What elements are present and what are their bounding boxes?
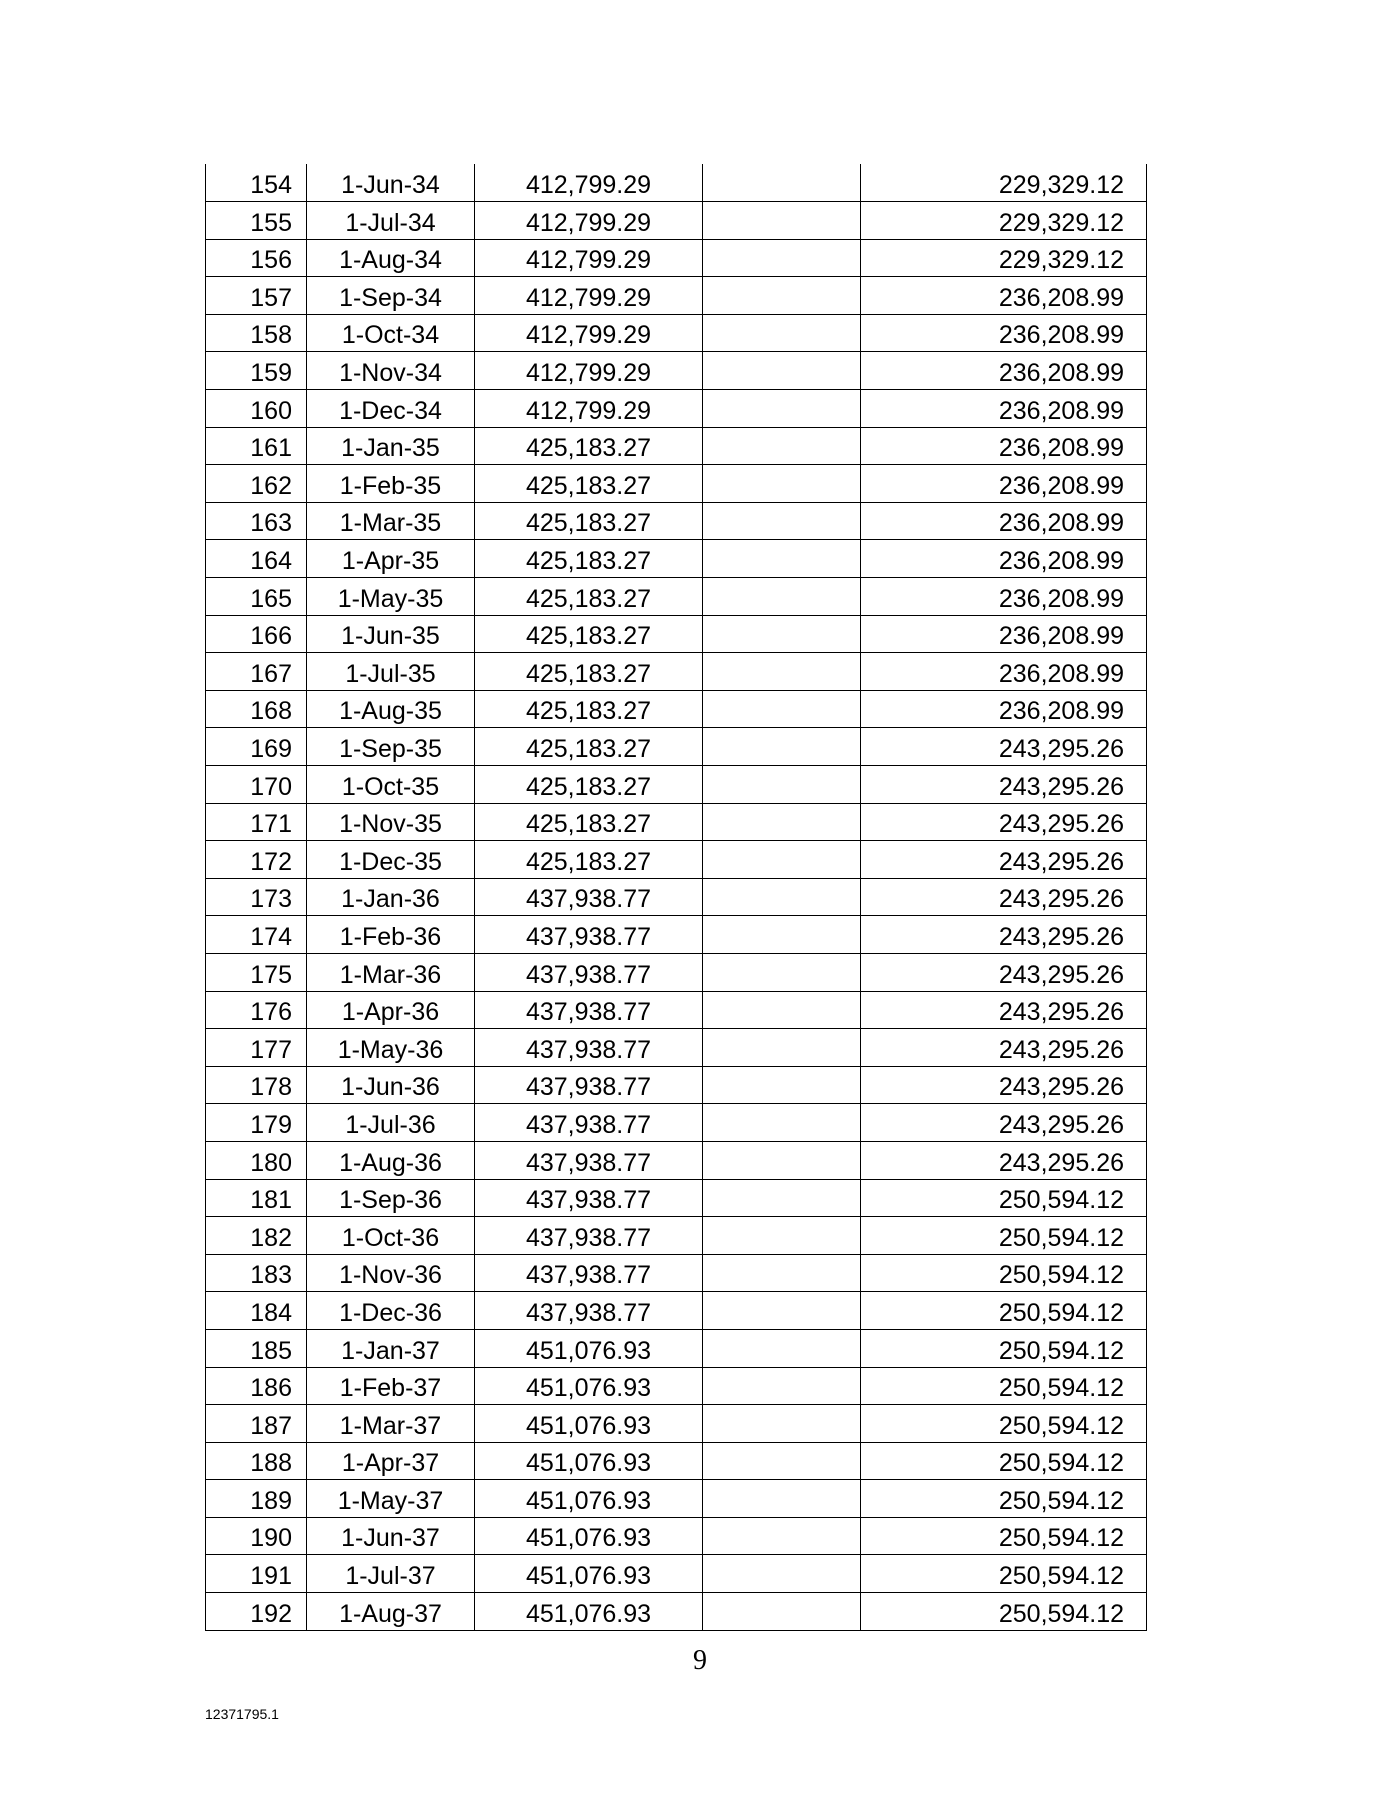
payment-number-cell: 181	[206, 1179, 307, 1217]
blank-cell	[703, 465, 861, 503]
table-row	[206, 766, 1147, 804]
payment-date-cell: 1-Jul-35	[307, 653, 475, 691]
payment-number-cell: 168	[206, 690, 307, 728]
payment-number-cell: 171	[206, 803, 307, 841]
payment-amount-cell: 437,938.77	[475, 1141, 703, 1179]
balance-amount-cell: 243,295.26	[861, 878, 1147, 916]
payment-date-cell: 1-Dec-34	[307, 390, 475, 428]
table-row	[206, 878, 1147, 916]
payment-date-cell: 1-Mar-36	[307, 953, 475, 991]
payment-amount-cell: 425,183.27	[475, 690, 703, 728]
payment-amount-cell: 412,799.29	[475, 239, 703, 277]
blank-cell	[703, 1480, 861, 1518]
payment-amount-cell: 425,183.27	[475, 803, 703, 841]
payment-amount-cell: 437,938.77	[475, 916, 703, 954]
table-row	[206, 1179, 1147, 1217]
balance-amount-cell: 236,208.99	[861, 427, 1147, 465]
payment-date-cell: 1-Aug-37	[307, 1593, 475, 1631]
balance-amount-cell: 236,208.99	[861, 390, 1147, 428]
blank-cell	[703, 1405, 861, 1443]
payment-amount-cell: 451,076.93	[475, 1367, 703, 1405]
table-row	[206, 239, 1147, 277]
table-row	[206, 1217, 1147, 1255]
payment-date-cell: 1-Jan-37	[307, 1329, 475, 1367]
balance-amount-cell: 236,208.99	[861, 465, 1147, 503]
blank-cell	[703, 1593, 861, 1631]
blank-cell	[703, 615, 861, 653]
payment-amount-cell: 425,183.27	[475, 841, 703, 879]
payment-date-cell: 1-May-37	[307, 1480, 475, 1518]
payment-date-cell: 1-Jan-36	[307, 878, 475, 916]
payment-amount-cell: 412,799.29	[475, 390, 703, 428]
payment-amount-cell: 412,799.29	[475, 164, 703, 202]
payment-amount-cell: 412,799.29	[475, 277, 703, 315]
payment-number-cell: 156	[206, 239, 307, 277]
table-row	[206, 1292, 1147, 1330]
payment-amount-cell: 437,938.77	[475, 1217, 703, 1255]
payment-date-cell: 1-Mar-35	[307, 502, 475, 540]
table-row	[206, 1593, 1147, 1631]
payment-amount-cell: 425,183.27	[475, 653, 703, 691]
payment-date-cell: 1-Feb-35	[307, 465, 475, 503]
table-row	[206, 803, 1147, 841]
balance-amount-cell: 236,208.99	[861, 615, 1147, 653]
payment-number-cell: 166	[206, 615, 307, 653]
table-row	[206, 540, 1147, 578]
table-row	[206, 1480, 1147, 1518]
payment-number-cell: 164	[206, 540, 307, 578]
balance-amount-cell: 250,594.12	[861, 1292, 1147, 1330]
payment-amount-cell: 425,183.27	[475, 728, 703, 766]
payment-amount-cell: 451,076.93	[475, 1555, 703, 1593]
payment-date-cell: 1-Aug-34	[307, 239, 475, 277]
payment-number-cell: 159	[206, 352, 307, 390]
payment-number-cell: 157	[206, 277, 307, 315]
blank-cell	[703, 803, 861, 841]
payment-number-cell: 177	[206, 1029, 307, 1067]
payment-number-cell: 173	[206, 878, 307, 916]
blank-cell	[703, 766, 861, 804]
payment-date-cell: 1-Jul-36	[307, 1104, 475, 1142]
blank-cell	[703, 1141, 861, 1179]
table-row	[206, 953, 1147, 991]
balance-amount-cell: 236,208.99	[861, 653, 1147, 691]
payment-number-cell: 158	[206, 314, 307, 352]
table-row	[206, 427, 1147, 465]
payment-date-cell: 1-Jun-37	[307, 1517, 475, 1555]
payment-number-cell: 189	[206, 1480, 307, 1518]
payment-date-cell: 1-Apr-35	[307, 540, 475, 578]
blank-cell	[703, 1254, 861, 1292]
payment-date-cell: 1-Nov-36	[307, 1254, 475, 1292]
payment-date-cell: 1-Aug-35	[307, 690, 475, 728]
payment-date-cell: 1-Sep-34	[307, 277, 475, 315]
payment-number-cell: 190	[206, 1517, 307, 1555]
payment-number-cell: 163	[206, 502, 307, 540]
payment-amount-cell: 437,938.77	[475, 1104, 703, 1142]
blank-cell	[703, 1066, 861, 1104]
balance-amount-cell: 236,208.99	[861, 277, 1147, 315]
blank-cell	[703, 728, 861, 766]
balance-amount-cell: 250,594.12	[861, 1517, 1147, 1555]
table-row	[206, 1254, 1147, 1292]
blank-cell	[703, 690, 861, 728]
payment-number-cell: 191	[206, 1555, 307, 1593]
blank-cell	[703, 991, 861, 1029]
table-row	[206, 164, 1147, 202]
balance-amount-cell: 229,329.12	[861, 239, 1147, 277]
balance-amount-cell: 229,329.12	[861, 202, 1147, 240]
payment-date-cell: 1-Jun-35	[307, 615, 475, 653]
payment-number-cell: 179	[206, 1104, 307, 1142]
blank-cell	[703, 1179, 861, 1217]
payment-number-cell: 188	[206, 1442, 307, 1480]
payment-number-cell: 169	[206, 728, 307, 766]
blank-cell	[703, 1555, 861, 1593]
payment-date-cell: 1-Dec-35	[307, 841, 475, 879]
balance-amount-cell: 236,208.99	[861, 690, 1147, 728]
blank-cell	[703, 164, 861, 202]
payment-date-cell: 1-Jun-34	[307, 164, 475, 202]
payment-amount-cell: 437,938.77	[475, 1292, 703, 1330]
payment-date-cell: 1-Mar-37	[307, 1405, 475, 1443]
payment-date-cell: 1-Nov-34	[307, 352, 475, 390]
blank-cell	[703, 916, 861, 954]
payment-amount-cell: 412,799.29	[475, 352, 703, 390]
table-row	[206, 1066, 1147, 1104]
payment-number-cell: 165	[206, 578, 307, 616]
balance-amount-cell: 236,208.99	[861, 352, 1147, 390]
table-row	[206, 1029, 1147, 1067]
blank-cell	[703, 352, 861, 390]
blank-cell	[703, 1367, 861, 1405]
payment-number-cell: 180	[206, 1141, 307, 1179]
payment-number-cell: 178	[206, 1066, 307, 1104]
table-row	[206, 728, 1147, 766]
payment-number-cell: 161	[206, 427, 307, 465]
blank-cell	[703, 540, 861, 578]
payment-number-cell: 154	[206, 164, 307, 202]
blank-cell	[703, 1442, 861, 1480]
payment-number-cell: 172	[206, 841, 307, 879]
table-row	[206, 1405, 1147, 1443]
balance-amount-cell: 250,594.12	[861, 1593, 1147, 1631]
blank-cell	[703, 314, 861, 352]
payment-number-cell: 183	[206, 1254, 307, 1292]
payment-amount-cell: 425,183.27	[475, 615, 703, 653]
payment-amount-cell: 437,938.77	[475, 1066, 703, 1104]
payment-date-cell: 1-Jun-36	[307, 1066, 475, 1104]
page-number: 9	[693, 1645, 707, 1676]
blank-cell	[703, 1329, 861, 1367]
balance-amount-cell: 243,295.26	[861, 803, 1147, 841]
blank-cell	[703, 578, 861, 616]
blank-cell	[703, 1217, 861, 1255]
payment-number-cell: 184	[206, 1292, 307, 1330]
balance-amount-cell: 250,594.12	[861, 1442, 1147, 1480]
payment-date-cell: 1-Dec-36	[307, 1292, 475, 1330]
payment-schedule-body	[206, 164, 1147, 1630]
balance-amount-cell: 250,594.12	[861, 1480, 1147, 1518]
table-row	[206, 1442, 1147, 1480]
table-row	[206, 1367, 1147, 1405]
balance-amount-cell: 243,295.26	[861, 841, 1147, 879]
payment-date-cell: 1-Feb-37	[307, 1367, 475, 1405]
payment-amount-cell: 425,183.27	[475, 465, 703, 503]
table-row	[206, 390, 1147, 428]
blank-cell	[703, 1292, 861, 1330]
payment-amount-cell: 451,076.93	[475, 1329, 703, 1367]
table-row	[206, 465, 1147, 503]
blank-cell	[703, 878, 861, 916]
payment-amount-cell: 451,076.93	[475, 1405, 703, 1443]
payment-amount-cell: 437,938.77	[475, 878, 703, 916]
payment-date-cell: 1-Aug-36	[307, 1141, 475, 1179]
payment-date-cell: 1-Sep-36	[307, 1179, 475, 1217]
payment-amount-cell: 451,076.93	[475, 1593, 703, 1631]
payment-amount-cell: 451,076.93	[475, 1442, 703, 1480]
balance-amount-cell: 250,594.12	[861, 1179, 1147, 1217]
balance-amount-cell: 250,594.12	[861, 1555, 1147, 1593]
table-row	[206, 352, 1147, 390]
payment-date-cell: 1-Apr-36	[307, 991, 475, 1029]
payment-date-cell: 1-Oct-35	[307, 766, 475, 804]
payment-schedule-table	[205, 164, 1147, 1631]
payment-amount-cell: 425,183.27	[475, 578, 703, 616]
balance-amount-cell: 236,208.99	[861, 578, 1147, 616]
blank-cell	[703, 1104, 861, 1142]
balance-amount-cell: 250,594.12	[861, 1254, 1147, 1292]
table-row	[206, 1555, 1147, 1593]
balance-amount-cell: 250,594.12	[861, 1405, 1147, 1443]
balance-amount-cell: 250,594.12	[861, 1367, 1147, 1405]
table-row	[206, 1517, 1147, 1555]
payment-amount-cell: 437,938.77	[475, 1179, 703, 1217]
balance-amount-cell: 250,594.12	[861, 1217, 1147, 1255]
balance-amount-cell: 243,295.26	[861, 766, 1147, 804]
blank-cell	[703, 1029, 861, 1067]
payment-date-cell: 1-Jul-34	[307, 202, 475, 240]
payment-amount-cell: 425,183.27	[475, 427, 703, 465]
document-id: 12371795.1	[205, 1706, 279, 1722]
table-row	[206, 314, 1147, 352]
payment-amount-cell: 437,938.77	[475, 953, 703, 991]
payment-number-cell: 182	[206, 1217, 307, 1255]
payment-date-cell: 1-Sep-35	[307, 728, 475, 766]
balance-amount-cell: 243,295.26	[861, 1104, 1147, 1142]
balance-amount-cell: 236,208.99	[861, 314, 1147, 352]
payment-amount-cell: 437,938.77	[475, 1254, 703, 1292]
blank-cell	[703, 841, 861, 879]
table-row	[206, 1141, 1147, 1179]
balance-amount-cell: 250,594.12	[861, 1329, 1147, 1367]
balance-amount-cell: 243,295.26	[861, 1029, 1147, 1067]
payment-date-cell: 1-Apr-37	[307, 1442, 475, 1480]
payment-number-cell: 187	[206, 1405, 307, 1443]
table-row	[206, 991, 1147, 1029]
table-row	[206, 277, 1147, 315]
table-row	[206, 202, 1147, 240]
balance-amount-cell: 236,208.99	[861, 540, 1147, 578]
payment-number-cell: 155	[206, 202, 307, 240]
payment-number-cell: 175	[206, 953, 307, 991]
blank-cell	[703, 202, 861, 240]
payment-number-cell: 170	[206, 766, 307, 804]
table-row	[206, 578, 1147, 616]
payment-date-cell: 1-Jan-35	[307, 427, 475, 465]
payment-amount-cell: 437,938.77	[475, 1029, 703, 1067]
table-row	[206, 653, 1147, 691]
table-row	[206, 916, 1147, 954]
table-row	[206, 841, 1147, 879]
blank-cell	[703, 390, 861, 428]
payment-number-cell: 192	[206, 1593, 307, 1631]
payment-amount-cell: 412,799.29	[475, 202, 703, 240]
payment-amount-cell: 451,076.93	[475, 1480, 703, 1518]
payment-amount-cell: 412,799.29	[475, 314, 703, 352]
table-row	[206, 1104, 1147, 1142]
payment-amount-cell: 425,183.27	[475, 540, 703, 578]
table-row	[206, 690, 1147, 728]
payment-date-cell: 1-May-35	[307, 578, 475, 616]
payment-date-cell: 1-May-36	[307, 1029, 475, 1067]
payment-amount-cell: 425,183.27	[475, 766, 703, 804]
blank-cell	[703, 239, 861, 277]
blank-cell	[703, 277, 861, 315]
payment-date-cell: 1-Jul-37	[307, 1555, 475, 1593]
balance-amount-cell: 243,295.26	[861, 991, 1147, 1029]
payment-date-cell: 1-Oct-36	[307, 1217, 475, 1255]
blank-cell	[703, 653, 861, 691]
payment-date-cell: 1-Oct-34	[307, 314, 475, 352]
balance-amount-cell: 243,295.26	[861, 1141, 1147, 1179]
table-row	[206, 502, 1147, 540]
balance-amount-cell: 236,208.99	[861, 502, 1147, 540]
balance-amount-cell: 243,295.26	[861, 916, 1147, 954]
table-row	[206, 615, 1147, 653]
payment-amount-cell: 437,938.77	[475, 991, 703, 1029]
blank-cell	[703, 953, 861, 991]
payment-number-cell: 162	[206, 465, 307, 503]
balance-amount-cell: 243,295.26	[861, 1066, 1147, 1104]
table-row	[206, 1329, 1147, 1367]
payment-amount-cell: 425,183.27	[475, 502, 703, 540]
blank-cell	[703, 502, 861, 540]
payment-number-cell: 160	[206, 390, 307, 428]
payment-number-cell: 186	[206, 1367, 307, 1405]
payment-number-cell: 176	[206, 991, 307, 1029]
balance-amount-cell: 243,295.26	[861, 728, 1147, 766]
balance-amount-cell: 243,295.26	[861, 953, 1147, 991]
payment-date-cell: 1-Feb-36	[307, 916, 475, 954]
payment-number-cell: 185	[206, 1329, 307, 1367]
payment-date-cell: 1-Nov-35	[307, 803, 475, 841]
payment-number-cell: 167	[206, 653, 307, 691]
payment-number-cell: 174	[206, 916, 307, 954]
blank-cell	[703, 427, 861, 465]
balance-amount-cell: 229,329.12	[861, 164, 1147, 202]
payment-amount-cell: 451,076.93	[475, 1517, 703, 1555]
blank-cell	[703, 1517, 861, 1555]
